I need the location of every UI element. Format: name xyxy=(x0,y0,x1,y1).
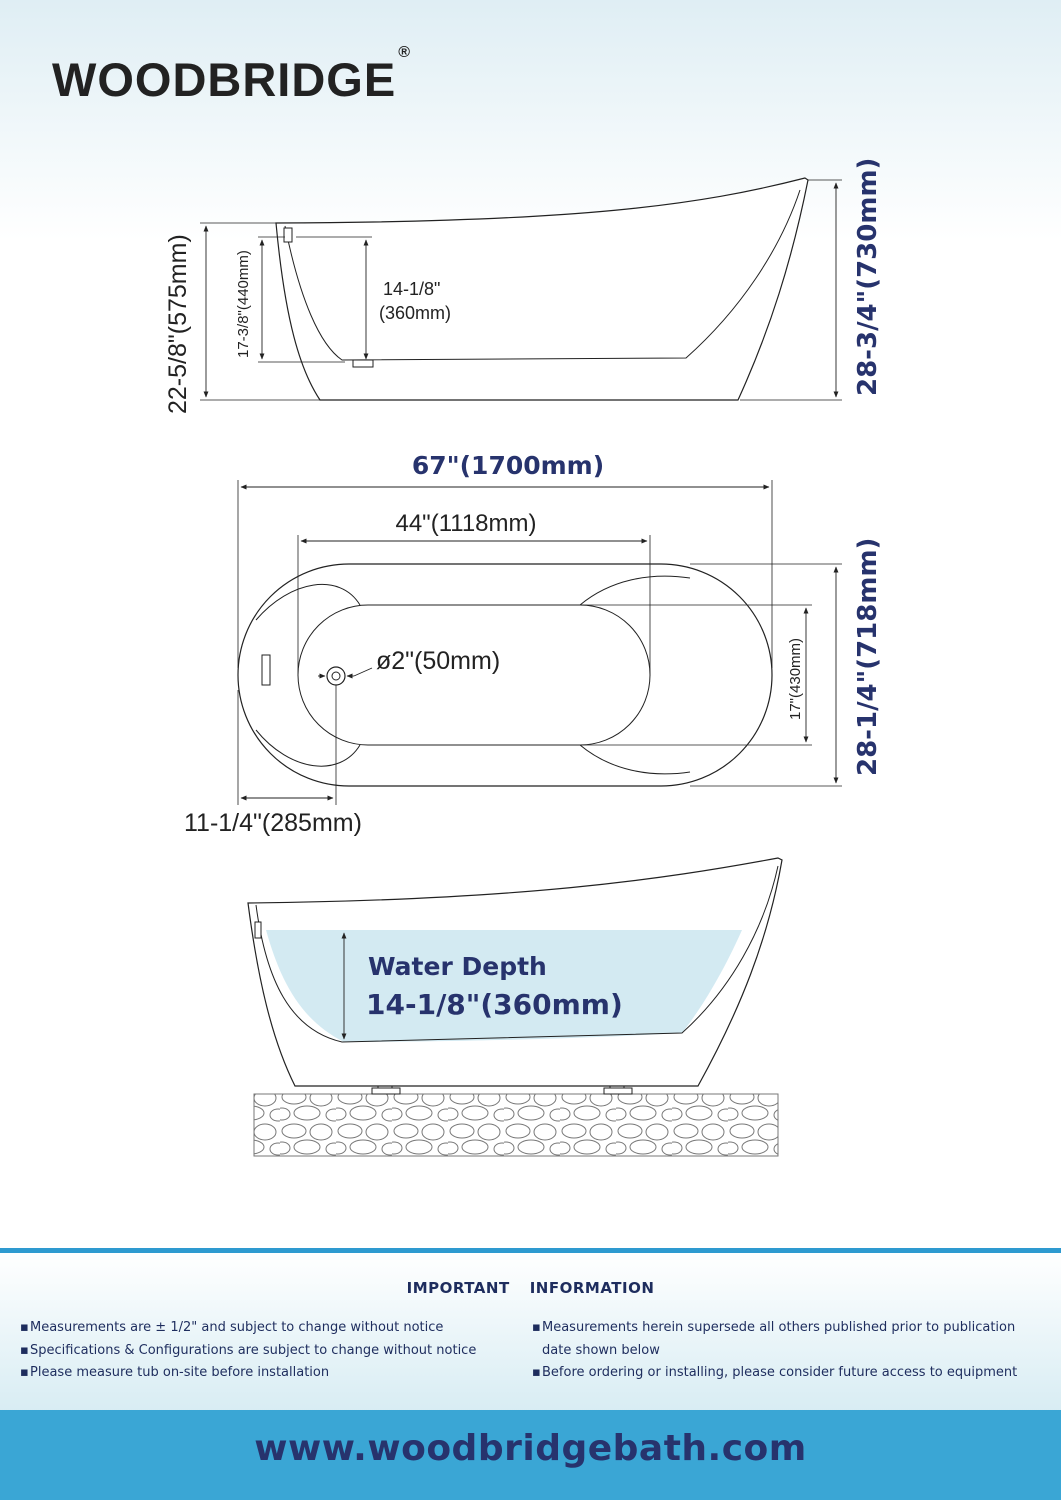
info-heading-right: INFORMATION xyxy=(529,1279,655,1297)
side-view xyxy=(200,178,842,400)
dim-inner-length: 44"(1118mm) xyxy=(395,510,537,537)
brand-name: WOODBRIDGE xyxy=(52,53,397,106)
top-view-tub-outline xyxy=(238,564,772,786)
dim-inner-height: 17-3/8"(440mm) xyxy=(235,250,252,358)
info-item: ▪Measurements are ± 1/2" and subject to change without notice xyxy=(20,1320,444,1335)
dim-drain-diameter: ø2"(50mm) xyxy=(376,647,501,675)
dim-depth-line2: (360mm) xyxy=(379,303,452,323)
info-heading-left: IMPORTANT xyxy=(406,1279,510,1297)
info-heading xyxy=(0,1279,1061,1297)
dim-drain-offset: 11-1/4"(285mm) xyxy=(184,809,362,837)
dim-inner-width: 17"(430mm) xyxy=(787,637,804,720)
footer-bar xyxy=(0,1410,1061,1500)
info-left-column xyxy=(20,1317,525,1385)
dim-overall-height: 22-5/8"(575mm) xyxy=(164,234,192,414)
water-depth-value: 14-1/8"(360mm) xyxy=(366,988,623,1021)
top-view xyxy=(238,480,842,805)
info-item: ▪Please measure tub on-site before installation xyxy=(20,1365,330,1380)
info-item: ▪Measurements herein supersede all others published prior to publication xyxy=(532,1320,1016,1335)
water-depth-label: Water Depth xyxy=(368,952,547,981)
info-item: ▪Specifications & Configurations are subject to change without notice xyxy=(20,1342,477,1358)
dim-length: 67"(1700mm) xyxy=(411,451,605,480)
info-item-continuation: date shown below xyxy=(542,1342,660,1358)
dim-width: 28-1/4"(718mm) xyxy=(853,537,883,776)
stone-base xyxy=(254,1094,778,1156)
dim-back-height: 28-3/4"(730mm) xyxy=(853,157,883,396)
important-information-panel xyxy=(0,1248,1061,1415)
info-right-column xyxy=(532,1317,1052,1385)
registered-mark: ® xyxy=(398,44,412,62)
water-fill xyxy=(266,930,742,1042)
dim-depth-line1: 14-1/8" xyxy=(383,279,441,299)
info-item: ▪Before ordering or installing, please consider future access to equipment xyxy=(532,1365,1018,1380)
website-link[interactable]: www.woodbridgebath.com xyxy=(254,1428,807,1469)
